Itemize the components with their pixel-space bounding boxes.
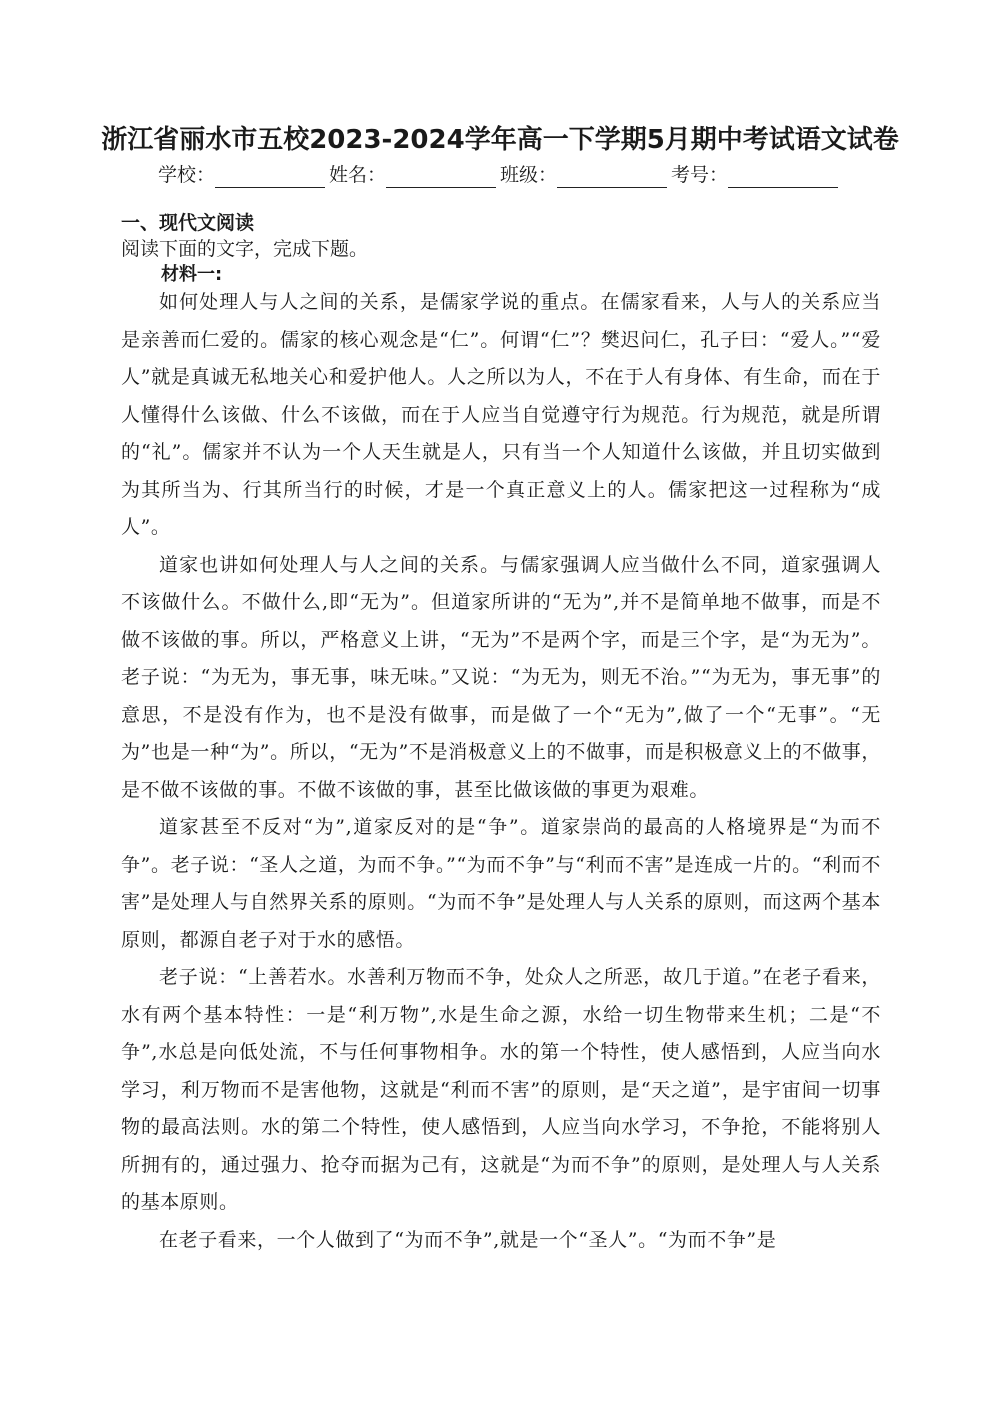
reading-instruction: 阅读下面的文字，完成下题。 [121, 238, 369, 260]
passage-body [121, 284, 881, 1259]
paragraph: 道家甚至不反对“为”,道家反对的是“争”。道家崇尚的最高的人格境界是“为而不争”。老子说：“圣人之道，为而不争。”“为而不争”与“利而不害”是连成一片的。“利而不害”是处理人与自然界关系的原则。“为而不争”是处理人与人关系的原则，而这两个基本原则，都源自老子对于水的感悟。 [121, 816, 881, 951]
class-field [500, 162, 671, 188]
school-blank[interactable] [215, 167, 325, 188]
exam-number-label: 考号： [671, 164, 729, 186]
name-label: 姓名： [329, 164, 387, 186]
exam-number-field [671, 162, 842, 188]
paragraph: 在老子看来，一个人做到了“为而不争”,就是一个“圣人”。“为而不争”是 [159, 1228, 777, 1251]
paragraph: 老子说：“上善若水。水善利万物而不争，处众人之所恶，故几于道。”在老子看来，水有两个基本特性：一是“利万物”,水是生命之源，水给一切生物带来生机；二是“不争”,水总是向低处流，不与任何事物相争。水的第一个特性，使人感悟到，人应当向水学习，利万物而不是害他物，这就是“利而不害”的原则，是“天之道”，是宇宙间一切事物的最高法则。水的第二个特性，使人感悟到，人应当向水学习，不争抢，不能将别人所拥有的，通过强力、抢夺而据为己有，这就是“为而不争”的原则，是处理人与人关系的基本原则。 [121, 966, 881, 1213]
page-title: 浙江省丽水市五校2023-2024学年高一下学期5月期中考试语文试卷 [101, 125, 899, 155]
class-blank[interactable] [557, 167, 667, 188]
school-label: 学校： [158, 164, 216, 186]
student-info-row [158, 160, 878, 188]
name-field [329, 162, 500, 188]
paragraph: 道家也讲如何处理人与人之间的关系。与儒家强调人应当做什么不同，道家强调人不该做什么。不做什么,即“无为”。但道家所讲的“无为”,并不是简单地不做事，而是不做不该做的事。所以，严格意义上讲，“无为”不是两个字，而是三个字，是“为无为”。老子说：“为无为，事无事，味无味。”又说：“为无为，则无不治。”“为无为，事无事”的意思，不是没有作为，也不是没有做事，而是做了一个“无为”,做了一个“无事”。“无为”也是一种“为”。所以，“无为”不是消极意义上的不做事，而是积极意义上的不做事，是不做不该做的事。不做不该做的事，甚至比做该做的事更为艰难。 [121, 553, 881, 801]
name-blank[interactable] [386, 167, 496, 188]
class-label: 班级： [500, 164, 558, 186]
section-heading: 一、现代文阅读 [121, 212, 255, 234]
paragraph: 如何处理人与人之间的关系，是儒家学说的重点。在儒家看来，人与人的关系应当是亲善而仁爱的。儒家的核心观念是“仁”。何谓“仁”？樊迟问仁，孔子曰：“爱人。”“爱人”就是真诚无私地关心和爱护他人。人之所以为人，不在于人有身体、有生命，而在于人懂得什么该做、什么不该做，而在于人应当自觉遵守行为规范。行为规范，就是所谓的“礼”。儒家并不认为一个人天生就是人，只有当一个人知道什么该做，并且切实做到为其所当为、行其所当行的时候，才是一个真正意义上的人。儒家把这一过程称为“成人”。 [121, 291, 881, 538]
school-field [158, 162, 329, 188]
material-title: 材料一: [161, 264, 223, 285]
exam-number-blank[interactable] [728, 167, 838, 188]
